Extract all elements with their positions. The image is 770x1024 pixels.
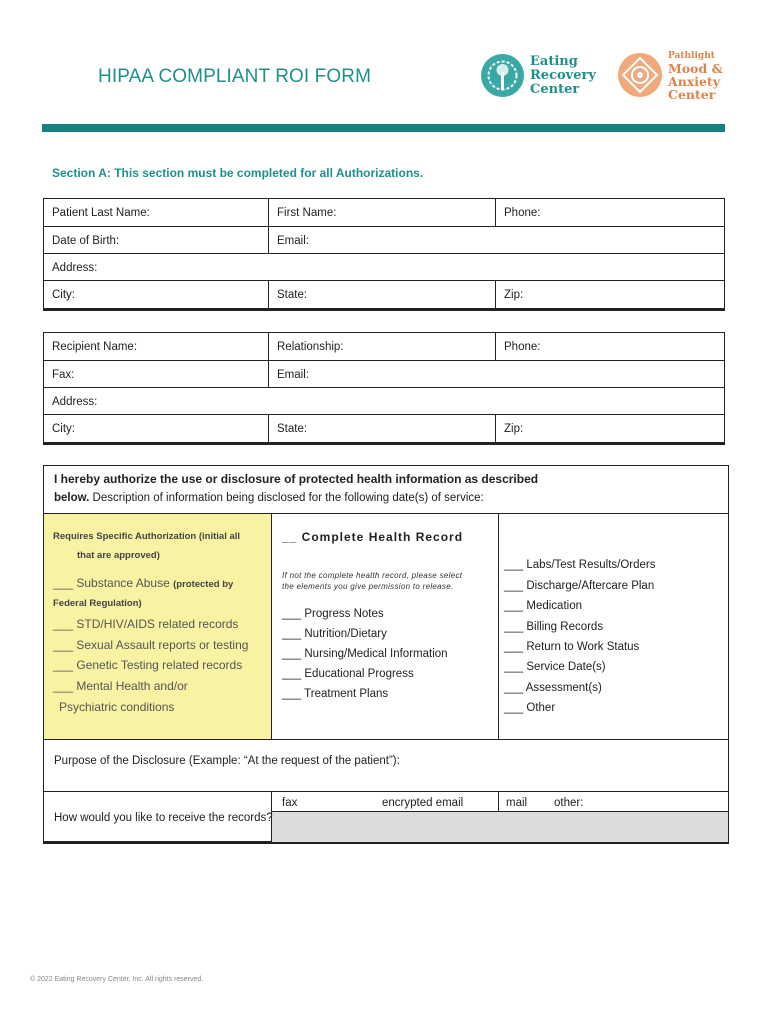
recipient-info-table xyxy=(43,332,725,445)
specific-authorization-panel xyxy=(44,513,272,739)
substance-abuse-note: Federal Regulation) xyxy=(53,598,142,609)
purpose-of-disclosure-field[interactable]: Purpose of the Disclosure (Example: “At the request of the patient”): xyxy=(54,755,400,767)
recipient-email-field[interactable]: Email: xyxy=(268,361,724,387)
progress-notes-option[interactable]: ___ Progress Notes xyxy=(282,608,384,620)
fax-option[interactable]: fax xyxy=(282,797,298,809)
mental-health-option[interactable]: ___ Mental Health and/or xyxy=(53,679,188,693)
recipient-city-field[interactable]: City: xyxy=(52,423,75,435)
patient-info-table xyxy=(43,198,725,311)
receive-options-divider xyxy=(498,791,499,811)
other-option[interactable]: ___ Other xyxy=(504,702,556,714)
discharge-aftercare-option[interactable]: ___ Discharge/Aftercare Plan xyxy=(504,580,655,592)
sexual-assault-option[interactable]: ___ Sexual Assault reports or testing xyxy=(53,638,249,652)
receive-options-shading xyxy=(271,812,728,842)
recipient-name-field[interactable]: Recipient Name: xyxy=(52,341,138,353)
recipient-relationship-field[interactable]: Relationship: xyxy=(268,333,495,360)
recipient-address-field[interactable]: Address: xyxy=(52,396,98,408)
receive-divider xyxy=(44,791,728,792)
recipient-phone-field[interactable]: Phone: xyxy=(495,333,724,360)
service-dates-option[interactable]: ___ Service Date(s) xyxy=(504,661,606,673)
patient-city-field[interactable]: City: xyxy=(52,289,75,301)
substance-abuse-option[interactable]: ___ Substance Abuse (protected by xyxy=(53,576,234,590)
pathlight-logo-small-text: Pathlight xyxy=(668,51,715,61)
authorization-statement: I hereby authorize the use or disclosure of protected health information as described xyxy=(54,472,539,486)
mail-option[interactable]: mail xyxy=(506,797,528,809)
purpose-divider xyxy=(44,739,728,740)
patient-state-field[interactable]: State: xyxy=(268,281,495,308)
complete-health-record-option[interactable]: __ Complete Health Record xyxy=(282,530,464,544)
patient-address-field[interactable]: Address: xyxy=(52,262,98,274)
receive-options-bottom xyxy=(271,811,728,812)
row-divider xyxy=(272,513,728,514)
recipient-zip-field[interactable]: Zip: xyxy=(495,415,724,442)
return-to-work-option[interactable]: ___ Return to Work Status xyxy=(504,641,640,653)
recipient-state-field[interactable]: State: xyxy=(268,415,495,442)
pathlight-logo-text: Mood & Anxiety Center xyxy=(668,61,723,102)
header-divider-bar xyxy=(42,124,725,132)
section-a-heading: Section A: This section must be completed for all Authorizations. xyxy=(52,166,424,180)
specific-authorization-subheading: that are approved) xyxy=(77,550,160,561)
mental-health-option-continued: Psychiatric conditions xyxy=(59,700,175,714)
specific-authorization-heading: Requires Specific Authorization (initial all xyxy=(53,531,241,542)
patient-zip-field[interactable]: Zip: xyxy=(495,281,724,308)
patient-first-name-field[interactable]: First Name: xyxy=(268,199,495,226)
authorization-description: below. Description of information being disclosed for the following date(s) of service: xyxy=(54,492,484,504)
treatment-plans-option[interactable]: ___ Treatment Plans xyxy=(282,688,389,700)
encrypted-email-option[interactable]: encrypted email xyxy=(382,797,464,809)
select-elements-note: If not the complete health record, please select the elements you give permission to release. xyxy=(282,571,463,591)
form-title: HIPAA COMPLIANT ROI FORM xyxy=(98,66,372,87)
receive-records-label: How would you like to receive the records? xyxy=(54,812,273,824)
nursing-medical-option[interactable]: ___ Nursing/Medical Information xyxy=(282,648,448,660)
medication-option[interactable]: ___ Medication xyxy=(504,600,582,612)
std-hiv-aids-option[interactable]: ___ STD/HIV/AIDS related records xyxy=(53,617,239,631)
billing-records-option[interactable]: ___ Billing Records xyxy=(504,621,604,633)
recipient-fax-field[interactable]: Fax: xyxy=(52,369,75,381)
copyright-footer: © 2022 Eating Recovery Center, Inc. All rights reserved. xyxy=(30,976,204,983)
column-divider xyxy=(498,513,499,739)
eating-recovery-center-logo-icon xyxy=(481,54,524,97)
assessments-option[interactable]: ___ Assessment(s) xyxy=(504,682,602,694)
patient-email-field[interactable]: Email: xyxy=(268,227,724,253)
patient-dob-field[interactable]: Date of Birth: xyxy=(52,235,120,247)
educational-progress-option[interactable]: ___ Educational Progress xyxy=(282,668,414,680)
other-delivery-option[interactable]: other: xyxy=(554,797,584,809)
labs-test-results-option[interactable]: ___ Labs/Test Results/Orders xyxy=(504,559,656,571)
eating-recovery-center-logo-text: Eating Recovery Center xyxy=(530,54,596,97)
nutrition-dietary-option[interactable]: ___ Nutrition/Dietary xyxy=(282,628,387,640)
patient-last-name-field[interactable]: Patient Last Name: xyxy=(52,207,150,219)
patient-phone-field[interactable]: Phone: xyxy=(495,199,724,226)
genetic-testing-option[interactable]: ___ Genetic Testing related records xyxy=(53,658,243,672)
authorization-section xyxy=(43,465,729,844)
pathlight-logo-icon xyxy=(618,53,662,97)
